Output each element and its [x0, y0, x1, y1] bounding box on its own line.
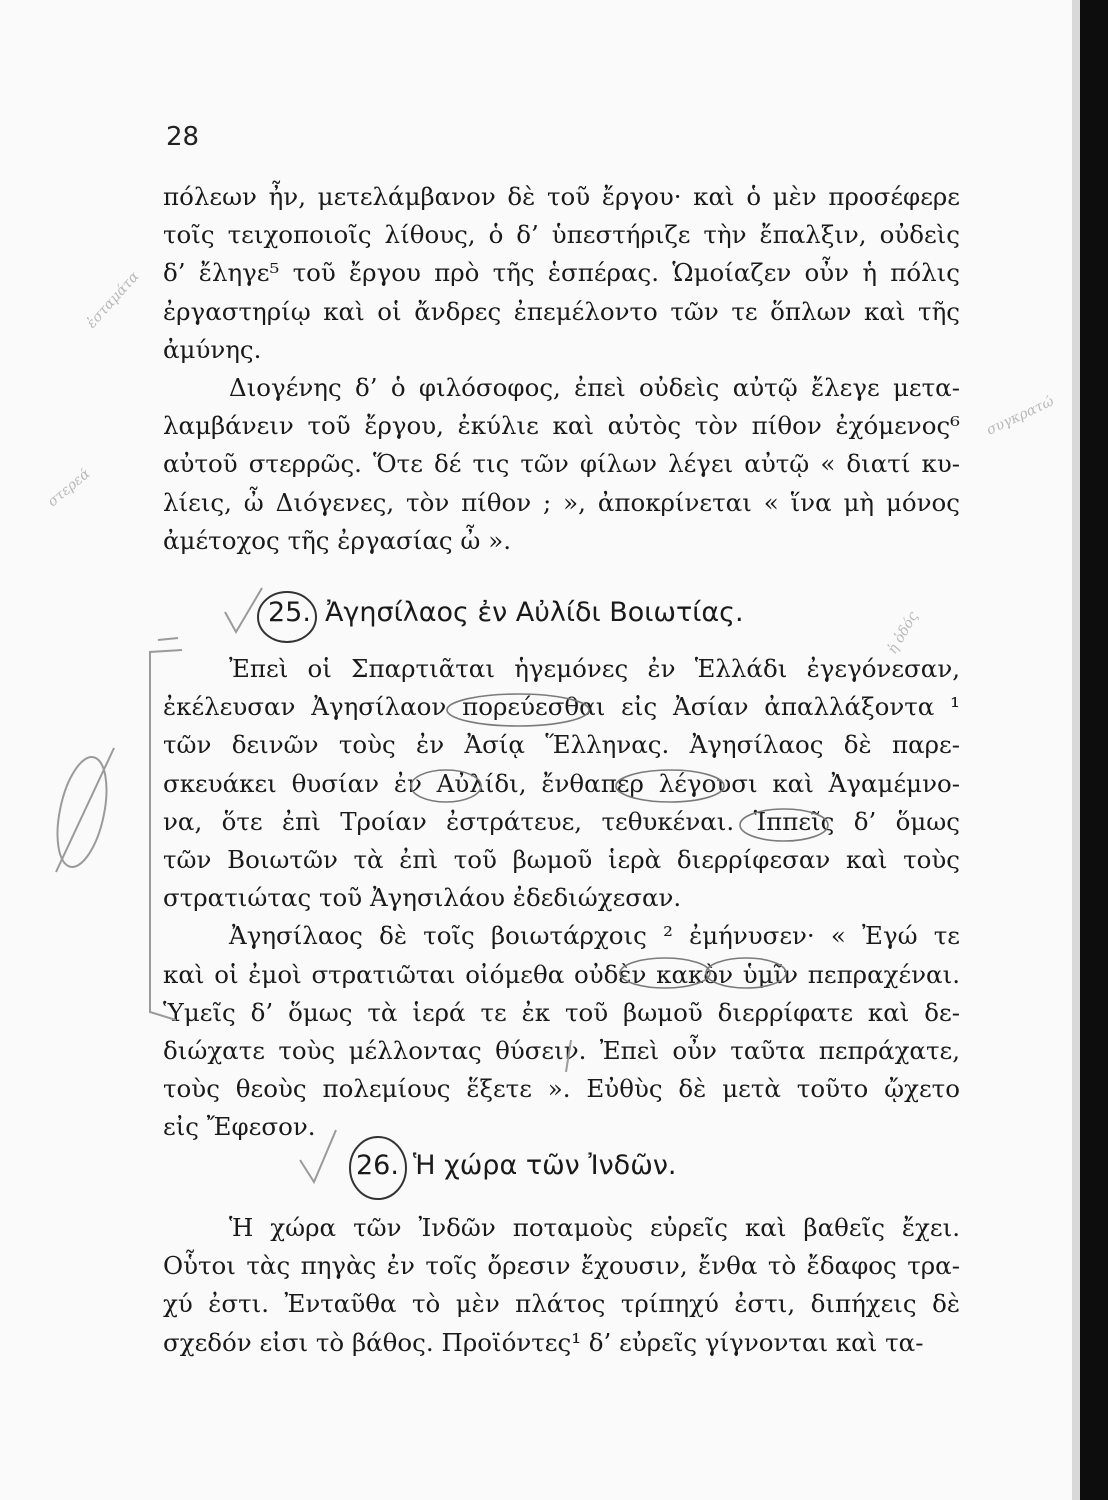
text-line: ἀμύνης.	[163, 334, 262, 364]
text-line: καὶ οἱ ἐμοὶ στρατιῶται οἰόμεθα οὐδὲν κακὸν ὑμῖν πεπραχέναι.	[163, 959, 960, 989]
text-line: Ἀγησίλαος δὲ τοῖς βοιωτάρχοις ² ἐμήνυσεν· « Ἐγώ τε	[229, 921, 960, 951]
page-number: 28	[166, 122, 200, 152]
bracket-tick	[158, 638, 178, 640]
margin-note-right-middle: ἡ ὁδός	[884, 609, 922, 657]
margin-note-left-upper: ἐσταμάτα	[83, 268, 143, 332]
section-26-title: Ἡ χώρα τῶν Ἰνδῶν.	[412, 1150, 677, 1181]
text-line: ἐκέλευσαν Ἀγησίλαον πορεύεσθαι εἰς Ἀσίαν ἀπαλλάξοντα ¹	[163, 692, 960, 722]
text-line: Ἡ χώρα τῶν Ἰνδῶν ποταμοὺς εὐρεῖς καὶ βαθεῖς ἔχει.	[229, 1213, 960, 1242]
text-line: ἐργαστηρίῳ καὶ οἱ ἄνδρες ἐπεμέλοντο τῶν τε ὅπλων καὶ τῆς	[163, 296, 960, 326]
text-line: λίεις, ὦ Διόγενες, τὸν πίθον ; », ἀποκρίνεται « ἵνα μὴ μόνος	[163, 487, 960, 517]
margin-note-left-middle: στερεά	[44, 465, 94, 511]
text-line: εἰς Ἔφεσον.	[163, 1112, 316, 1142]
text-line: πόλεων ἦν, μετελάμβανον δὲ τοῦ ἔργου· καὶ ὁ μὲν προσέφερε	[163, 182, 960, 211]
text-line: στρατιώτας τοῦ Ἀγησιλάου ἐδεδιώχεσαν.	[163, 883, 682, 913]
scan-border	[1080, 0, 1108, 1500]
text-line: Οὗτοι τὰς πηγὰς ἐν τοῖς ὄρεσιν ἔχουσιν, ἔνθα τὸ ἔδαφος τρα-	[163, 1251, 960, 1281]
text-line: τοὺς θεοὺς πολεμίους ἕξετε ». Εὐθὺς δὲ μετὰ τοῦτο ᾤχετο	[163, 1074, 960, 1104]
section-25-number: 25.	[268, 597, 311, 628]
text-line: τῶν δεινῶν τοὺς ἐν Ἀσίᾳ Ἕλληνας. Ἀγησίλαος δὲ παρε-	[163, 730, 960, 760]
null-sign-circle	[49, 753, 115, 872]
text-line: ἀμέτοχος τῆς ἐργασίας ὦ ».	[163, 525, 511, 555]
text-line: να, ὅτε ἐπὶ Τροίαν ἐστράτευε, τεθυκέναι. Ἱππεῖς δ’ ὅμως	[163, 806, 960, 836]
text-line: τῶν Βοιωτῶν τὰ ἐπὶ τοῦ βωμοῦ ἱερὰ διερρίφεσαν καὶ τοὺς	[163, 844, 960, 874]
text-line: Ἐπεὶ οἱ Σπαρτιᾶται ἡγεμόνες ἐν Ἑλλάδι ἐγεγόνεσαν,	[229, 654, 960, 683]
text-line: χύ ἐστι. Ἐνταῦθα τὸ μὲν πλάτος τρίπηχύ ἐστι, διπήχεις δὲ	[163, 1289, 960, 1319]
text-line: αὐτοῦ στερρῶς. Ὅτε δέ τις τῶν φίλων λέγει αὐτῷ « διατί κυ-	[163, 449, 960, 479]
section-25-title: Ἀγησίλαος ἐν Αὐλίδι Βοιωτίας.	[324, 597, 744, 628]
section-25-heading	[268, 597, 744, 628]
text-line: τοῖς τειχοποιοῖς λίθους, ὁ δ’ ὑπεστήριζε τὴν ἔπαλξιν, οὐδεὶς	[163, 220, 960, 250]
text-line: Ὑμεῖς δ’ ὅμως τὰ ἱερά τε ἐκ τοῦ βωμοῦ διερρίφατε καὶ δε-	[163, 997, 960, 1027]
text-line: δ’ ἔληγε⁵ τοῦ ἔργου πρὸ τῆς ἑσπέρας. Ὡμοίαζεν οὖν ἡ πόλις	[163, 258, 960, 288]
text-line: λαμβάνειν τοῦ ἔργου, ἐκύλιε καὶ αὐτὸς τὸν πίθον ἐχόμενος⁶	[163, 411, 960, 441]
checkmark-section-25	[225, 588, 262, 632]
page-edge-shadow	[1072, 0, 1080, 1500]
null-sign-slash	[56, 748, 114, 872]
section-26-number: 26.	[356, 1150, 399, 1181]
text-line: σχεδόν εἰσι τὸ βάθος. Προϊόντες¹ δ’ εὐρεῖς γίγνονται καὶ τα-	[163, 1327, 924, 1357]
section-26-heading	[356, 1150, 676, 1181]
text-line: Διογένης δ’ ὁ φιλόσοφος, ἐπεὶ οὐδεὶς αὐτῷ ἔλεγε μετα-	[229, 372, 960, 402]
text-line: σκευάκει θυσίαν ἐν Αὐλίδι, ἔνθαπερ λέγουσι καὶ Ἀγαμέμνο-	[163, 768, 960, 798]
section-26-text	[163, 1209, 960, 1362]
margin-note-right-upper: συγκρατώ	[984, 393, 1057, 439]
intro-text	[163, 178, 960, 560]
text-line: διώχατε τοὺς μέλλοντας θύσειν. Ἐπεὶ οὖν ταῦτα πεπράχατε,	[163, 1035, 960, 1065]
section-25-text	[163, 650, 960, 1146]
